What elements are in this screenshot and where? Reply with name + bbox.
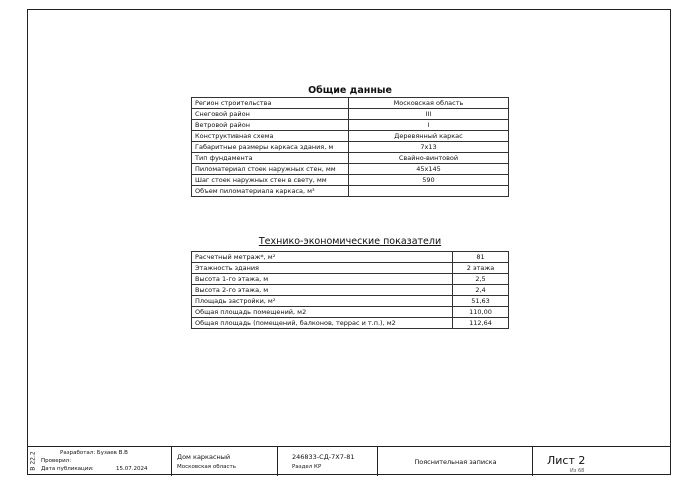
row-value: 7x13	[349, 142, 509, 153]
developed-by: Разработал: Бузаев В.В	[60, 450, 128, 456]
version-label: В 22.2	[29, 451, 37, 471]
row-label: Ветровой район	[192, 120, 349, 131]
row-label: Пиломатериал стоек наружных стен, мм	[192, 164, 349, 175]
table-row	[192, 318, 509, 329]
row-value: 2,4	[453, 285, 509, 296]
version-cell	[27, 446, 38, 475]
table-row	[192, 186, 509, 197]
row-value: III	[349, 109, 509, 120]
row-value: 110,00	[453, 307, 509, 318]
row-label: Общая площадь помещений, м2	[192, 307, 453, 318]
project-section: Раздел КР	[292, 464, 322, 470]
row-value: Московская область	[349, 98, 509, 109]
table-row	[192, 307, 509, 318]
general-title: Общие данные	[308, 85, 392, 96]
row-label: Конструктивная схема	[192, 131, 349, 142]
published-date: 15.07.2024	[116, 466, 148, 472]
table-row	[192, 153, 509, 164]
row-label: Расчетный метраж*, м²	[192, 252, 453, 263]
row-label: Габаритные размеры каркаса здания, м	[192, 142, 349, 153]
published-label: Дата публикации:	[41, 466, 94, 472]
table-row	[192, 296, 509, 307]
tep-table	[191, 251, 509, 329]
table-row	[192, 98, 509, 109]
row-label: Объем пиломатериала каркаса, м³	[192, 186, 349, 197]
stamp-doc-cell	[377, 447, 532, 476]
table-row	[192, 252, 509, 263]
row-value: 590	[349, 175, 509, 186]
row-label: Высота 2-го этажа, м	[192, 285, 453, 296]
title-block	[38, 446, 671, 476]
row-value: 51,63	[453, 296, 509, 307]
row-label: Этажность здания	[192, 263, 453, 274]
project-name: Дом каркасный	[177, 453, 231, 461]
doc-title: Пояснительная записка	[414, 458, 497, 466]
table-row	[192, 120, 509, 131]
project-code: 246833-СД-7Х7-81	[292, 453, 355, 461]
row-label: Шаг стоек наружных стен в свету, мм	[192, 175, 349, 186]
table-row	[192, 142, 509, 153]
row-value: 81	[453, 252, 509, 263]
row-value: 45x145	[349, 164, 509, 175]
row-label: Тип фундамента	[192, 153, 349, 164]
row-label: Высота 1-го этажа, м	[192, 274, 453, 285]
project-region: Московская область	[177, 464, 236, 470]
tep-title: Технико-экономические показатели	[258, 236, 442, 247]
row-value: 2,5	[453, 274, 509, 285]
row-label: Регион строительства	[192, 98, 349, 109]
row-value	[349, 186, 509, 197]
table-row	[192, 109, 509, 120]
table-row	[192, 131, 509, 142]
row-label: Снеговой район	[192, 109, 349, 120]
row-value: Деревянный каркас	[349, 131, 509, 142]
stamp-sheet-cell	[532, 447, 586, 476]
checked-by: Проверил:	[41, 458, 72, 464]
table-row	[192, 164, 509, 175]
row-value: 2 этажа	[453, 263, 509, 274]
general-table	[191, 97, 509, 197]
table-row	[192, 285, 509, 296]
row-label: Общая площадь (помещений, балконов, террас и т.п.), м2	[192, 318, 453, 329]
table-row	[192, 175, 509, 186]
sheet-number: Лист 2	[547, 454, 586, 467]
row-value: Свайно-винтовой	[349, 153, 509, 164]
sheet-total: Из 68	[570, 468, 585, 474]
table-row	[192, 274, 509, 285]
row-value: I	[349, 120, 509, 131]
row-value: 112,64	[453, 318, 509, 329]
stamp-author-cell	[38, 447, 171, 476]
stamp-code-cell	[277, 447, 377, 476]
row-label: Площадь застройки, м²	[192, 296, 453, 307]
stamp-project-cell	[171, 447, 277, 476]
table-row	[192, 263, 509, 274]
